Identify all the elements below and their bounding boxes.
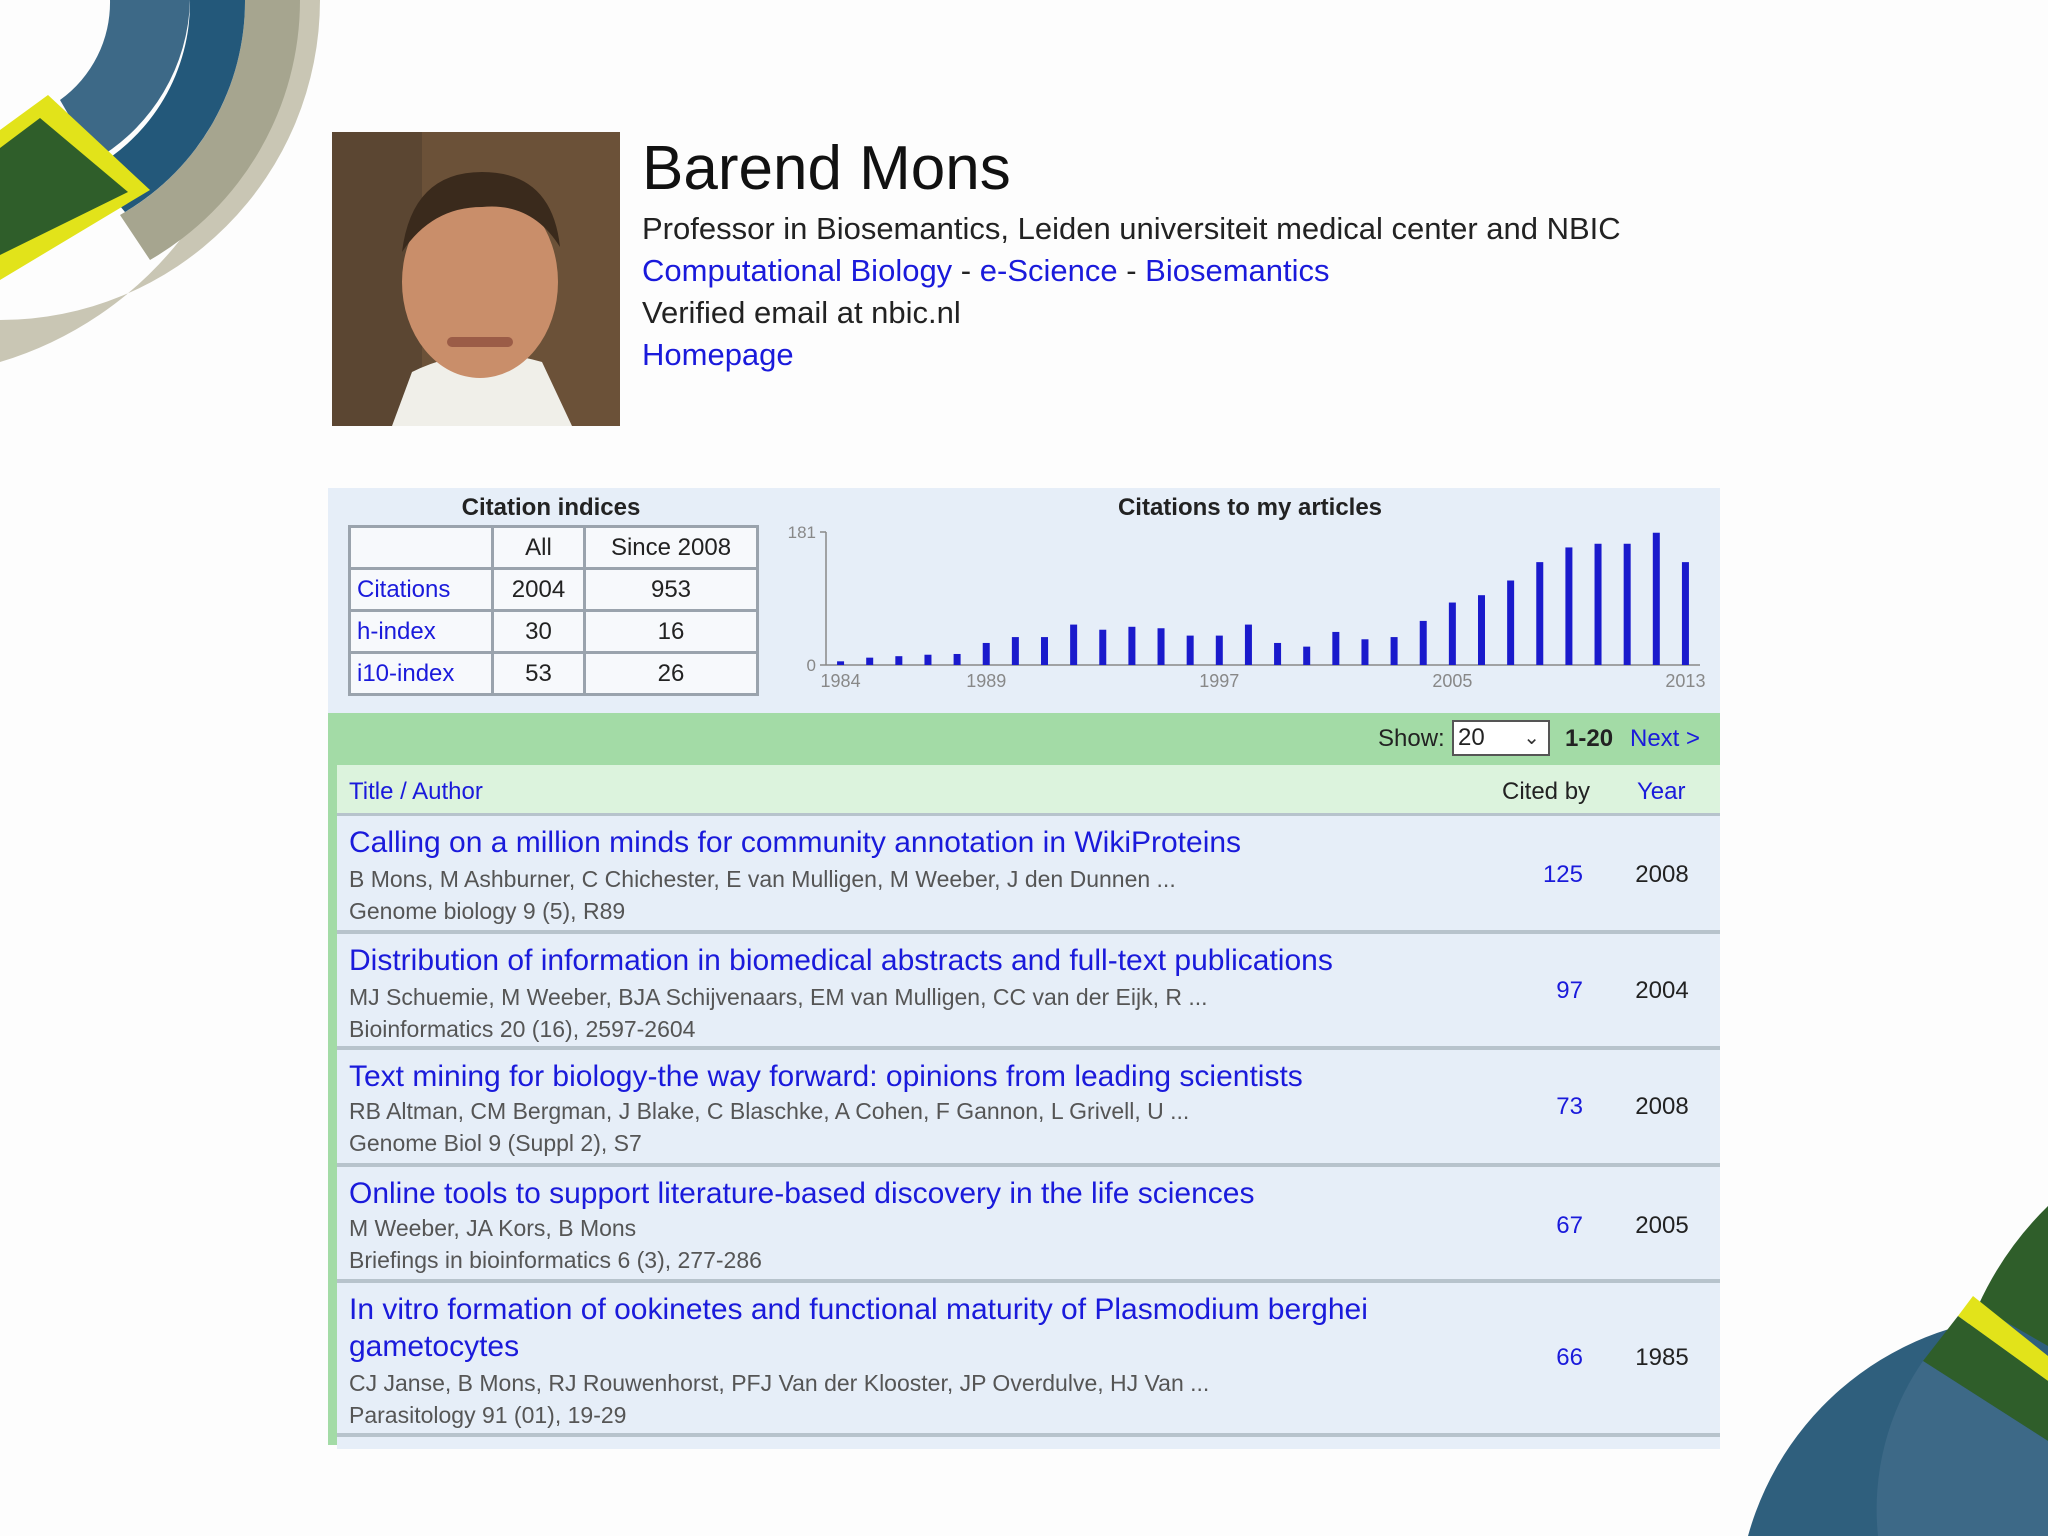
show-count-select[interactable]	[1452, 720, 1550, 756]
article-authors: MJ Schuemie, M Weeber, BJA Schijvenaars, EM van Mulligen, CC van der Eijk, R ...	[349, 984, 1208, 1010]
article-venue: Genome biology 9 (5), R89	[349, 898, 626, 924]
profile-photo	[332, 132, 620, 426]
article-year: 1985	[1635, 1344, 1689, 1371]
profile-info	[642, 132, 1621, 376]
chart-bar	[1128, 627, 1135, 665]
article-authors: CJ Janse, B Mons, RJ Rouwenhorst, PFJ Van der Klooster, JP Overdulve, HJ Van ...	[349, 1370, 1210, 1396]
list-header	[337, 765, 1720, 816]
chart-bar	[1041, 637, 1048, 665]
cited-by-header: Cited by	[1502, 778, 1591, 805]
x-tick-label: 1984	[820, 671, 861, 691]
y-tick-label: 0	[806, 656, 816, 675]
decorative-corner-top-left	[0, 0, 330, 370]
chevron-down-icon: ⌄	[1523, 727, 1540, 749]
chart-bar	[1158, 628, 1165, 665]
chart-title: Citations to my articles	[1117, 494, 1383, 521]
verified-email: Verified email at nbic.nl	[642, 295, 961, 330]
article-list	[337, 765, 1720, 1449]
cited-by-link[interactable]: 97	[1556, 977, 1583, 1004]
cited-by-link[interactable]: 125	[1542, 861, 1583, 888]
show-count-value: 20	[1458, 724, 1485, 751]
chart-bar	[1595, 544, 1602, 665]
column-header-since: Since 2008	[585, 527, 758, 569]
chart-bar	[1449, 603, 1456, 665]
list-item	[337, 1283, 1720, 1437]
table-header-row	[350, 527, 758, 569]
chart-bar	[1565, 547, 1572, 665]
decorative-corner-bottom-right	[1728, 1206, 2048, 1536]
chart-bar	[983, 643, 990, 665]
chart-bar	[1682, 562, 1689, 665]
y-tick-label: 181	[787, 523, 816, 542]
list-end-strip	[337, 1437, 1720, 1449]
chart-bar	[1303, 647, 1310, 665]
result-range: 1-20	[1565, 725, 1614, 752]
article-venue: Briefings in bioinformatics 6 (3), 277-286	[349, 1247, 762, 1273]
sort-by-title-link[interactable]: Title / Author	[349, 778, 483, 805]
interest-link-computational-biology[interactable]: Computational Biology	[642, 253, 953, 288]
article-authors: M Weeber, JA Kors, B Mons	[349, 1215, 637, 1241]
article-title-link[interactable]: Distribution of information in biomedical abstracts and full-text publications	[349, 944, 1333, 977]
interest-link-biosemantics[interactable]: Biosemantics	[1145, 253, 1330, 288]
table-row	[350, 569, 758, 611]
article-title-link[interactable]: Calling on a million minds for community annotation in WikiProteins	[349, 826, 1242, 859]
citations-since-value: 953	[585, 569, 758, 611]
avatar	[332, 132, 620, 426]
chart-bar	[1216, 636, 1223, 665]
h-index-all-value: 30	[493, 611, 585, 653]
citations-link[interactable]: Citations	[350, 569, 493, 611]
citations-all-value: 2004	[493, 569, 585, 611]
chart-bar	[1070, 625, 1077, 665]
chart-bar	[1478, 595, 1485, 665]
chart-bar	[1653, 533, 1660, 665]
citation-indices-title: Citation indices	[461, 494, 641, 521]
list-item	[337, 816, 1720, 934]
article-title-link[interactable]: Text mining for biology-the way forward: opinions from leading scientists	[349, 1060, 1303, 1093]
x-tick-label: 1997	[1199, 671, 1240, 691]
article-venue: Genome Biol 9 (Suppl 2), S7	[349, 1130, 642, 1156]
chart-bar	[1536, 562, 1543, 665]
x-tick-label: 2005	[1432, 671, 1473, 691]
article-authors: RB Altman, CM Bergman, J Blake, C Blaschke, A Cohen, F Gannon, L Grivell, U ...	[349, 1098, 1190, 1124]
profile-affiliation: Professor in Biosemantics, Leiden universiteit medical center and NBIC	[642, 211, 1621, 246]
chart-bar	[1099, 630, 1106, 665]
profile-interests	[642, 250, 1621, 292]
chart-bar	[1187, 636, 1194, 665]
x-tick-label: 2013	[1665, 671, 1706, 691]
article-venue: Bioinformatics 20 (16), 2597-2604	[349, 1016, 696, 1042]
article-year: 2005	[1635, 1212, 1689, 1239]
article-year: 2008	[1635, 1093, 1689, 1120]
list-left-border	[328, 765, 337, 1445]
citations-bar-chart	[770, 520, 1710, 700]
chart-bar	[1507, 580, 1514, 665]
chart-bar	[895, 656, 902, 665]
list-item	[337, 1050, 1720, 1167]
list-item	[337, 934, 1720, 1050]
chart-bar	[1391, 637, 1398, 665]
chart-bar	[924, 655, 931, 665]
sort-by-year-link[interactable]: Year	[1637, 778, 1686, 805]
chart-bar	[1420, 621, 1427, 665]
h-index-since-value: 16	[585, 611, 758, 653]
interest-separator: -	[952, 253, 980, 288]
cited-by-link[interactable]: 73	[1556, 1093, 1583, 1120]
article-title-link[interactable]: In vitro formation of ookinetes and functional maturity of Plasmodium berghei gametocytes	[349, 1293, 1368, 1363]
homepage-link[interactable]: Homepage	[642, 337, 794, 372]
interest-link-e-science[interactable]: e-Science	[979, 253, 1118, 288]
article-year: 2004	[1635, 977, 1689, 1004]
article-year: 2008	[1635, 861, 1689, 888]
article-authors: B Mons, M Ashburner, C Chichester, E van Mulligen, M Weeber, J den Dunnen ...	[349, 866, 1176, 892]
chart-bar	[954, 654, 961, 665]
h-index-link[interactable]: h-index	[350, 611, 493, 653]
column-header-all: All	[493, 527, 585, 569]
profile-name: Barend Mons	[642, 134, 1011, 203]
cited-by-link[interactable]: 67	[1556, 1212, 1583, 1239]
chart-bar	[1012, 637, 1019, 665]
i10-index-since-value: 26	[585, 653, 758, 695]
table-row	[350, 611, 758, 653]
show-label: Show:	[1378, 725, 1445, 752]
chart-bar	[1624, 544, 1631, 665]
i10-index-link[interactable]: i10-index	[350, 653, 493, 695]
x-tick-label: 1989	[966, 671, 1007, 691]
cited-by-link[interactable]: 66	[1556, 1344, 1583, 1371]
chart-bar	[1361, 639, 1368, 665]
article-title-link[interactable]: Online tools to support literature-based discovery in the life sciences	[349, 1177, 1255, 1210]
i10-index-all-value: 53	[493, 653, 585, 695]
chart-bar	[1245, 625, 1252, 665]
interest-separator: -	[1117, 253, 1146, 288]
citation-indices-table	[348, 525, 759, 696]
article-venue: Parasitology 91 (01), 19-29	[349, 1402, 627, 1428]
chart-bar	[837, 661, 844, 665]
table-corner-cell	[350, 527, 493, 569]
chart-bar	[1332, 632, 1339, 665]
table-row	[350, 653, 758, 695]
chart-bar	[866, 658, 873, 665]
next-page-link[interactable]: Next >	[1630, 725, 1701, 752]
chart-bar	[1274, 643, 1281, 665]
list-item	[337, 1167, 1720, 1283]
